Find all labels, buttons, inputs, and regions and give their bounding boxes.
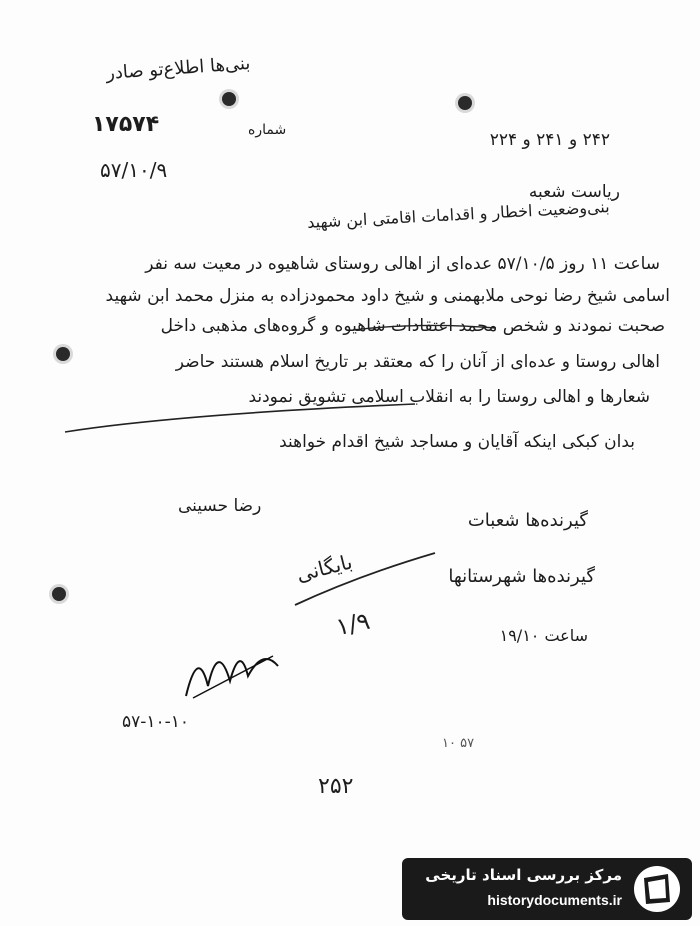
number-label: شماره xyxy=(248,122,287,138)
punch-hole-1 xyxy=(222,92,236,106)
underline-stroke xyxy=(60,400,420,440)
body-line-2: اسامی شیخ رضا نوحی ملابهمنی و شیخ داود محمودزاده به منزل محمد ابن شهید xyxy=(105,286,670,306)
top-note: بنی‌ها اطلاع‌تو صادر xyxy=(104,52,251,85)
subject-line: بنی‌وضعیت اخطار و اقدامات اقامتی ابن شهید xyxy=(306,197,611,232)
bottom-number: ۲۵۲ xyxy=(318,774,354,799)
punch-hole-3 xyxy=(56,347,70,361)
punch-hole-2 xyxy=(458,96,472,110)
body-line-1: ساعت ۱۱ روز ۵۷/۱۰/۵ عده‌ای از اهالی روستای شاهیوه در معیت سه نفر xyxy=(145,254,660,274)
cc-line-2: گیرنده‌ها شهرستانها xyxy=(448,566,595,587)
reference-numbers: ۲۴۲ و ۲۴۱ و ۲۲۴ xyxy=(489,130,610,150)
punch-hole-4 xyxy=(52,587,66,601)
marginal-fraction: ۱/۹ xyxy=(333,606,373,642)
bottom-stamp: ۵۷ ۱۰ xyxy=(442,736,475,751)
margin-stroke xyxy=(350,320,500,336)
body-line-6: بدان کبکی اینکه آقایان و مساجد شیخ اقدام خواهند xyxy=(279,432,635,452)
archive-website[interactable]: historydocuments.ir xyxy=(487,892,622,908)
bottom-date: ۵۷-۱۰-۱۰ xyxy=(122,712,190,732)
letter-date: ۵۷/۱۰/۹ xyxy=(100,158,168,182)
signature-name: رضا حسینی xyxy=(178,496,262,516)
cc-line-3: ساعت ۱۹/۱۰ xyxy=(499,626,588,645)
marginal-curve xyxy=(290,545,440,615)
signature-scribble xyxy=(178,636,288,706)
body-line-5: شعارها و اهالی روستا را به انقلاب اسلامی تشویق نمودند xyxy=(248,387,650,407)
body-line-3: صحبت نمودند و شخص محمد اعتقادات شاهیوه و گروه‌های مذهبی داخل xyxy=(160,316,665,336)
archive-logo-icon xyxy=(632,864,682,914)
archive-name: مرکز بررسی اسناد تاریخی xyxy=(425,866,622,884)
letter-number: ۱۷۵۷۴ xyxy=(92,112,160,137)
salutation: ریاست شعبه xyxy=(528,182,620,202)
archive-watermark xyxy=(402,858,692,920)
marginal-note: بایگانی xyxy=(293,549,355,587)
cc-line-1: گیرنده‌ها شعبات xyxy=(467,510,588,531)
body-line-4: اهالی روستا و عده‌ای از آنان را که معتقد بر تاریخ اسلام هستند حاضر xyxy=(175,352,660,372)
